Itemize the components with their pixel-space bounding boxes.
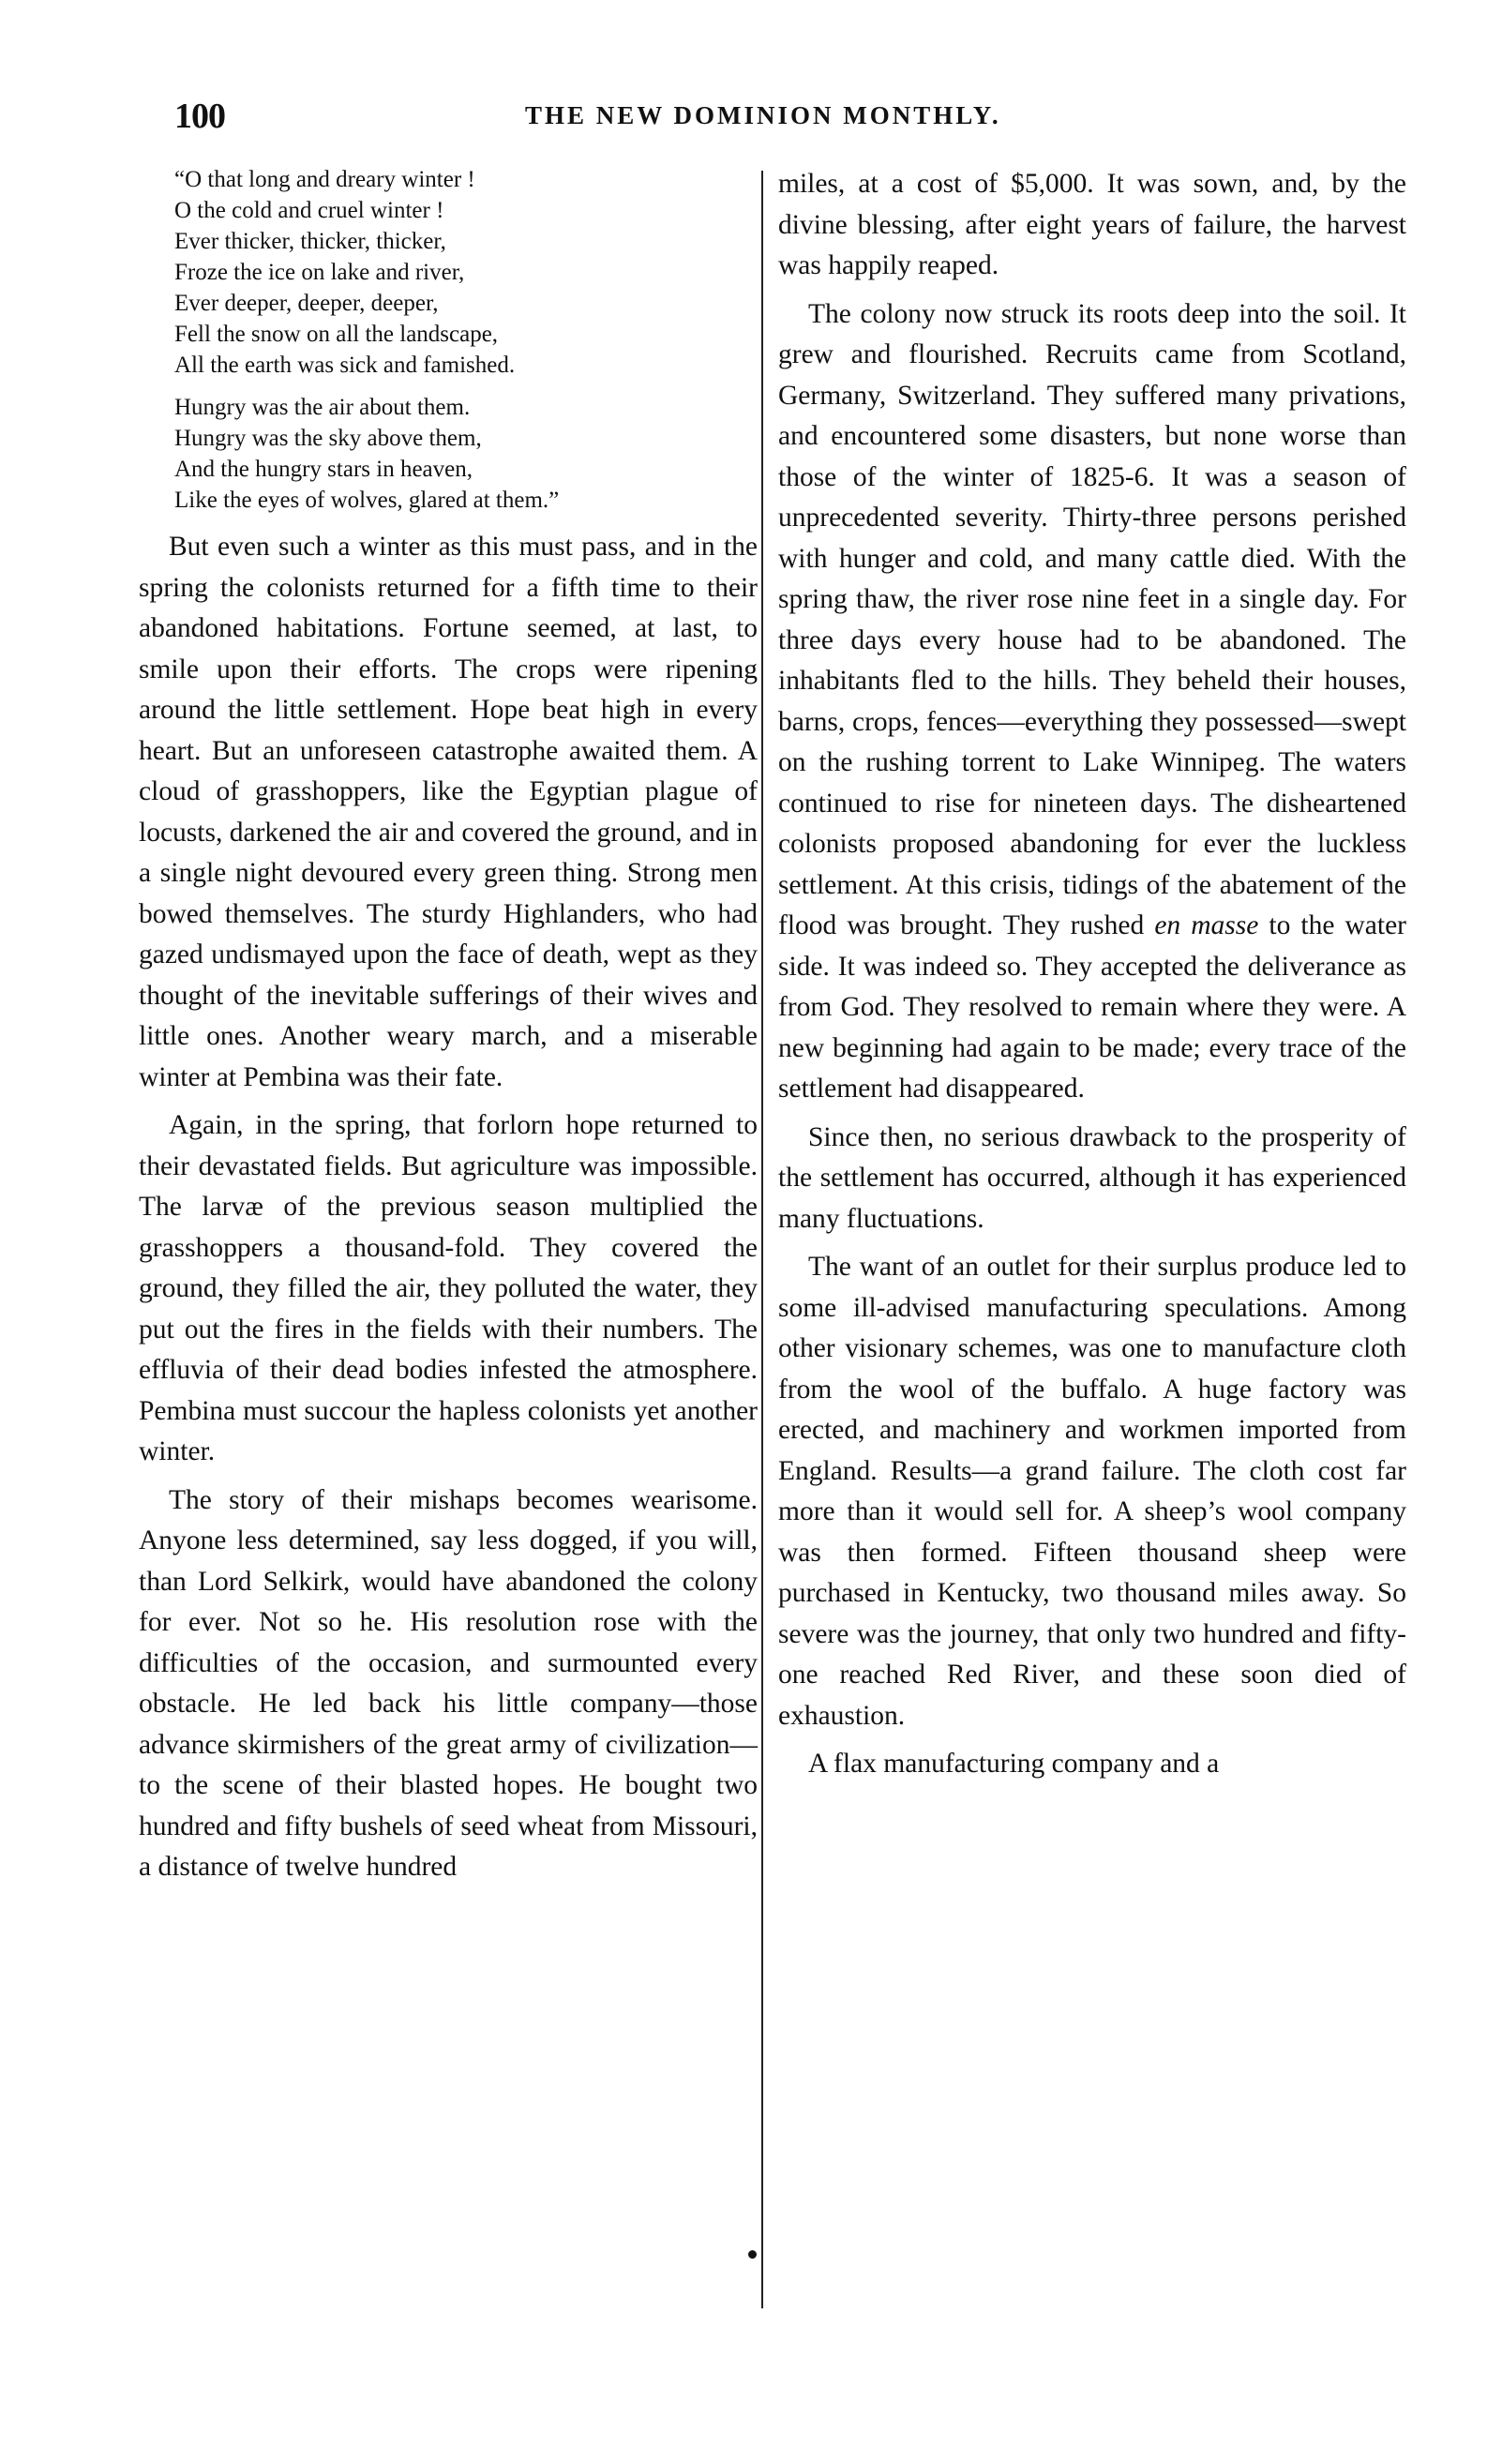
paragraph: A flax manufacturing company and a bbox=[808, 1749, 1220, 1779]
paragraph: Again, in the spring, that forlorn hope returned to their devastated fields. But agriculture was impossible. The larvæ of the previous season multiplied the grasshoppers a thousand-fold. They covered the ground, they filled the air, they polluted the water, they put out the fires in the fields with their numbers. The effluvia of their dead bodies infested the atmosphere. Pembina must succour the hapless colonists yet another winter. bbox=[139, 1110, 758, 1466]
paragraph-text: to the water side. It was indeed so. They accepted the deliverance as from God. They resolved to remain where they were. A new beginning had again to be made; every trace of the settlement had disappeared. bbox=[778, 910, 1407, 1104]
column-divider bbox=[761, 171, 763, 2308]
page-header bbox=[0, 96, 1502, 136]
poem-stanza-1 bbox=[174, 164, 758, 381]
paragraph: But even such a winter as this must pass, and in the spring the colonists returned for a fifth time to their abandoned habitations. Fortune seemed, at last, to smile upon their efforts. The crops were ripening around the little settlement. Hope beat high in every heart. But an unforeseen catastrophe awaited them. A cloud of grasshoppers, like the Egyptian plague of locusts, darkened the air and covered the ground, and in a single night devoured every green thing. Strong men bowed themselves. The sturdy Highlanders, who had gazed undismayed upon the face of death, wept as they thought of the inevitable sufferings of their wives and little ones. Another weary march, and a miserable winter at Pembina was their fate. bbox=[139, 532, 758, 1092]
paragraph: The story of their mishaps becomes wearisome. Anyone less determined, say less dogged, if you will, than Lord Selkirk, would have abandoned the colony for ever. Not so he. His resolution rose with the difficulties of the occasion, and surmounted every obstacle. He led back his little company—those advance skirmishers of the great army of civilization—to the scene of their blasted hopes. He bought two hundred and fifty bushels of seed wheat from Missouri, a distance of twelve hundred bbox=[139, 1484, 758, 1882]
right-column bbox=[778, 164, 1406, 1785]
poem-line: O the cold and cruel winter ! bbox=[174, 198, 444, 223]
poem-line: Ever deeper, deeper, deeper, bbox=[174, 291, 439, 316]
poem-line: Like the eyes of wolves, glared at them.” bbox=[174, 488, 560, 513]
paragraph: The want of an outlet for their surplus produce led to some ill-advised manufacturing speculations. Among other visionary schemes, was one to manufacture cloth from the wool of the buffalo. A huge factory was erected, and machinery and workmen imported from England. Results—a grand failure. The cloth cost far more than it would sell for. A sheep’s wool company was then formed. Fifteen thousand sheep were purchased in Kentucky, two thousand miles away. So severe was the journey, that only two hundred and fifty-one reached Red River, and these soon died of exhaustion. bbox=[778, 1252, 1406, 1731]
ink-dot bbox=[748, 2250, 757, 2259]
poem-line: “O that long and dreary winter ! bbox=[174, 167, 475, 192]
poem-line: Fell the snow on all the landscape, bbox=[174, 322, 499, 347]
paragraph: Since then, no serious drawback to the prosperity of the settlement has occurred, although it has experienced many fluctuations. bbox=[778, 1121, 1406, 1234]
poem-quote bbox=[174, 164, 758, 516]
poem-line: And the hungry stars in heaven, bbox=[174, 457, 473, 482]
poem-stanza-2 bbox=[174, 392, 758, 516]
running-title: THE NEW DOMINION MONTHLY. bbox=[525, 101, 1001, 129]
poem-line: All the earth was sick and famished. bbox=[174, 353, 516, 378]
paragraph: miles, at a cost of $5,000. It was sown, and, by the divine blessing, after eight years of failure, the harvest was happily reaped. bbox=[778, 169, 1406, 280]
left-column bbox=[139, 164, 758, 1888]
poem-line: Froze the ice on lake and river, bbox=[174, 260, 465, 285]
poem-line: Hungry was the air about them. bbox=[174, 395, 471, 420]
italic-phrase: en masse bbox=[1154, 910, 1259, 940]
paragraph bbox=[778, 294, 1406, 1110]
paragraph-text: The colony now struck its roots deep into the soil. It grew and flourished. Recruits came from Scotland, Germany, Switzerland. They suffered many privations, and encountered some disasters, but none worse than those of the winter of 1825-6. It was a season of unprecedented severity. Thirty-three persons perished with hunger and cold, and many cattle died. With the spring thaw, the river rose nine feet in a single day. For three days every house had to be abandoned. The inhabitants fled to the hills. They beheld their houses, barns, crops, fences—everything they possessed—swept on the rushing torrent to Lake Winnipeg. The waters continued to rise for nineteen days. The disheartened colonists proposed abandoning for ever the luckless settlement. At this crisis, tidings of the abatement of the flood was brought. They rushed bbox=[778, 298, 1406, 940]
page-number: 100 bbox=[174, 97, 225, 136]
poem-line: Hungry was the sky above them, bbox=[174, 426, 482, 451]
poem-line: Ever thicker, thicker, thicker, bbox=[174, 229, 446, 254]
